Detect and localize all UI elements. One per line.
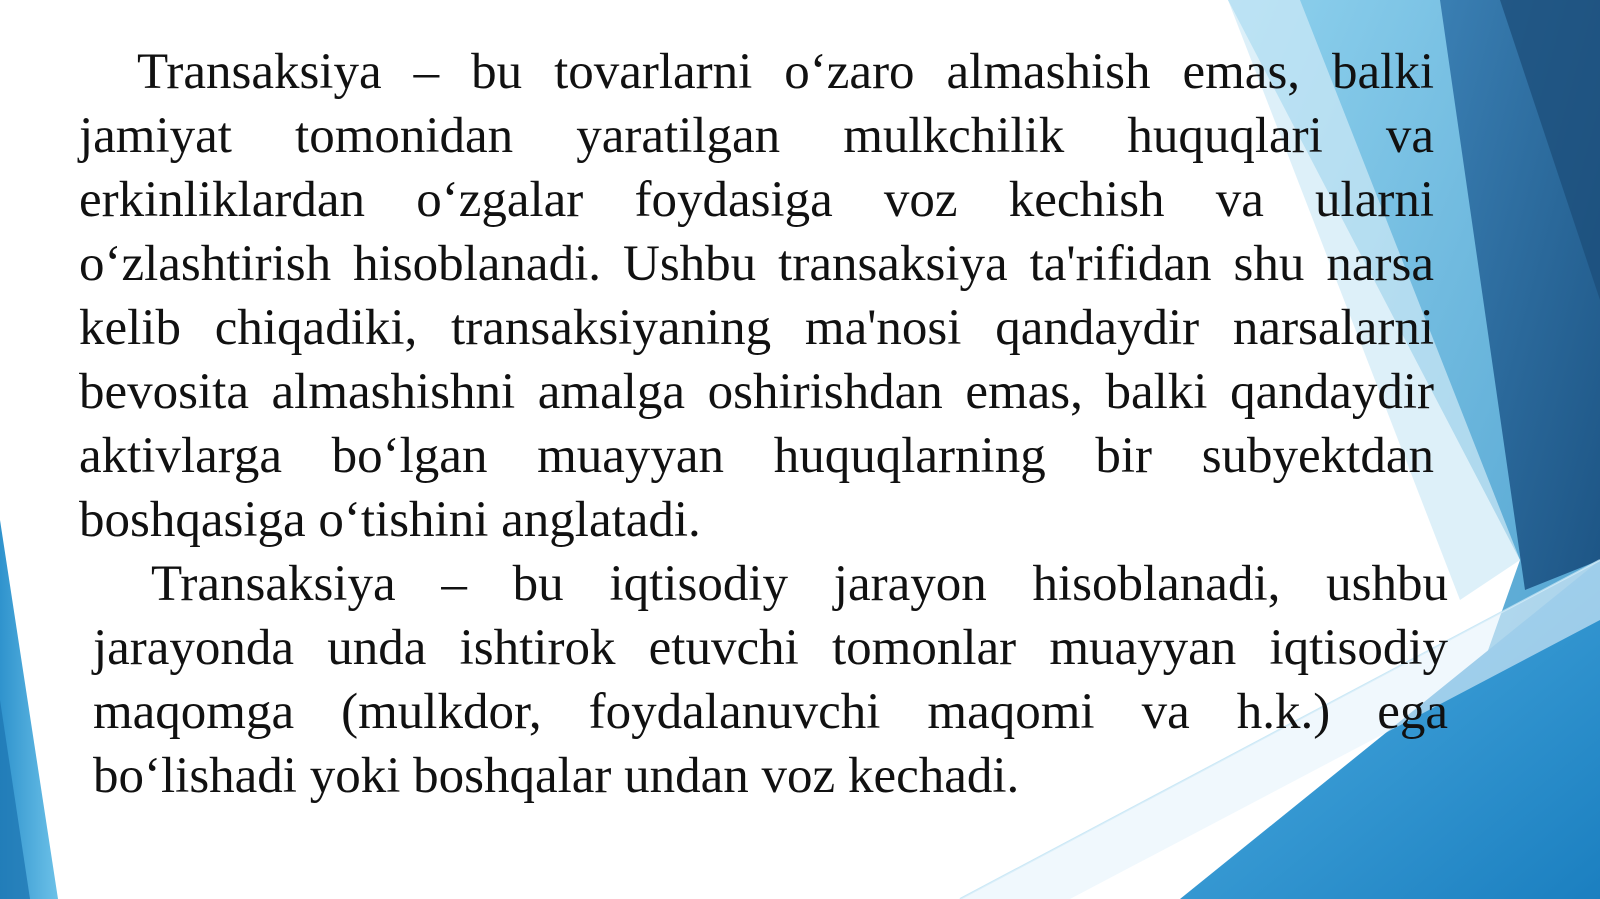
- paragraph-transaction-process: Transaksiya – bu iqtisodiy jarayon hisoblanadi, ushbu jarayonda unda ishtirok etuvchi tomonlar muayyan iqtisodiy maqomga (mulkdor, foydalanuvchi maqomi va h.k.) ega bo‘lishadi yoki boshqalar undan voz kechadi.: [93, 556, 1448, 804]
- body-text-block-1: [79, 40, 1434, 552]
- body-text-block-2: [93, 552, 1448, 808]
- paragraph-transaction-definition: Transaksiya – bu tovarlarni o‘zaro almashish emas, balki jamiyat tomonidan yaratilgan mulkchilik huquqlari va erkinliklardan o‘zgalar foydasiga voz kechish va ularni o‘zlashtirish hisoblanadi. Ushbu transaksiya ta'rifidan shu narsa kelib chiqadiki, transaksiyaning ma'nosi qandaydir narsalarni bevosita almashishni amalga oshirishdan emas, balki qandaydir aktivlarga bo‘lgan muayyan huquqlarning bir subyektdan boshqasiga o‘tishini anglatadi.: [79, 44, 1434, 548]
